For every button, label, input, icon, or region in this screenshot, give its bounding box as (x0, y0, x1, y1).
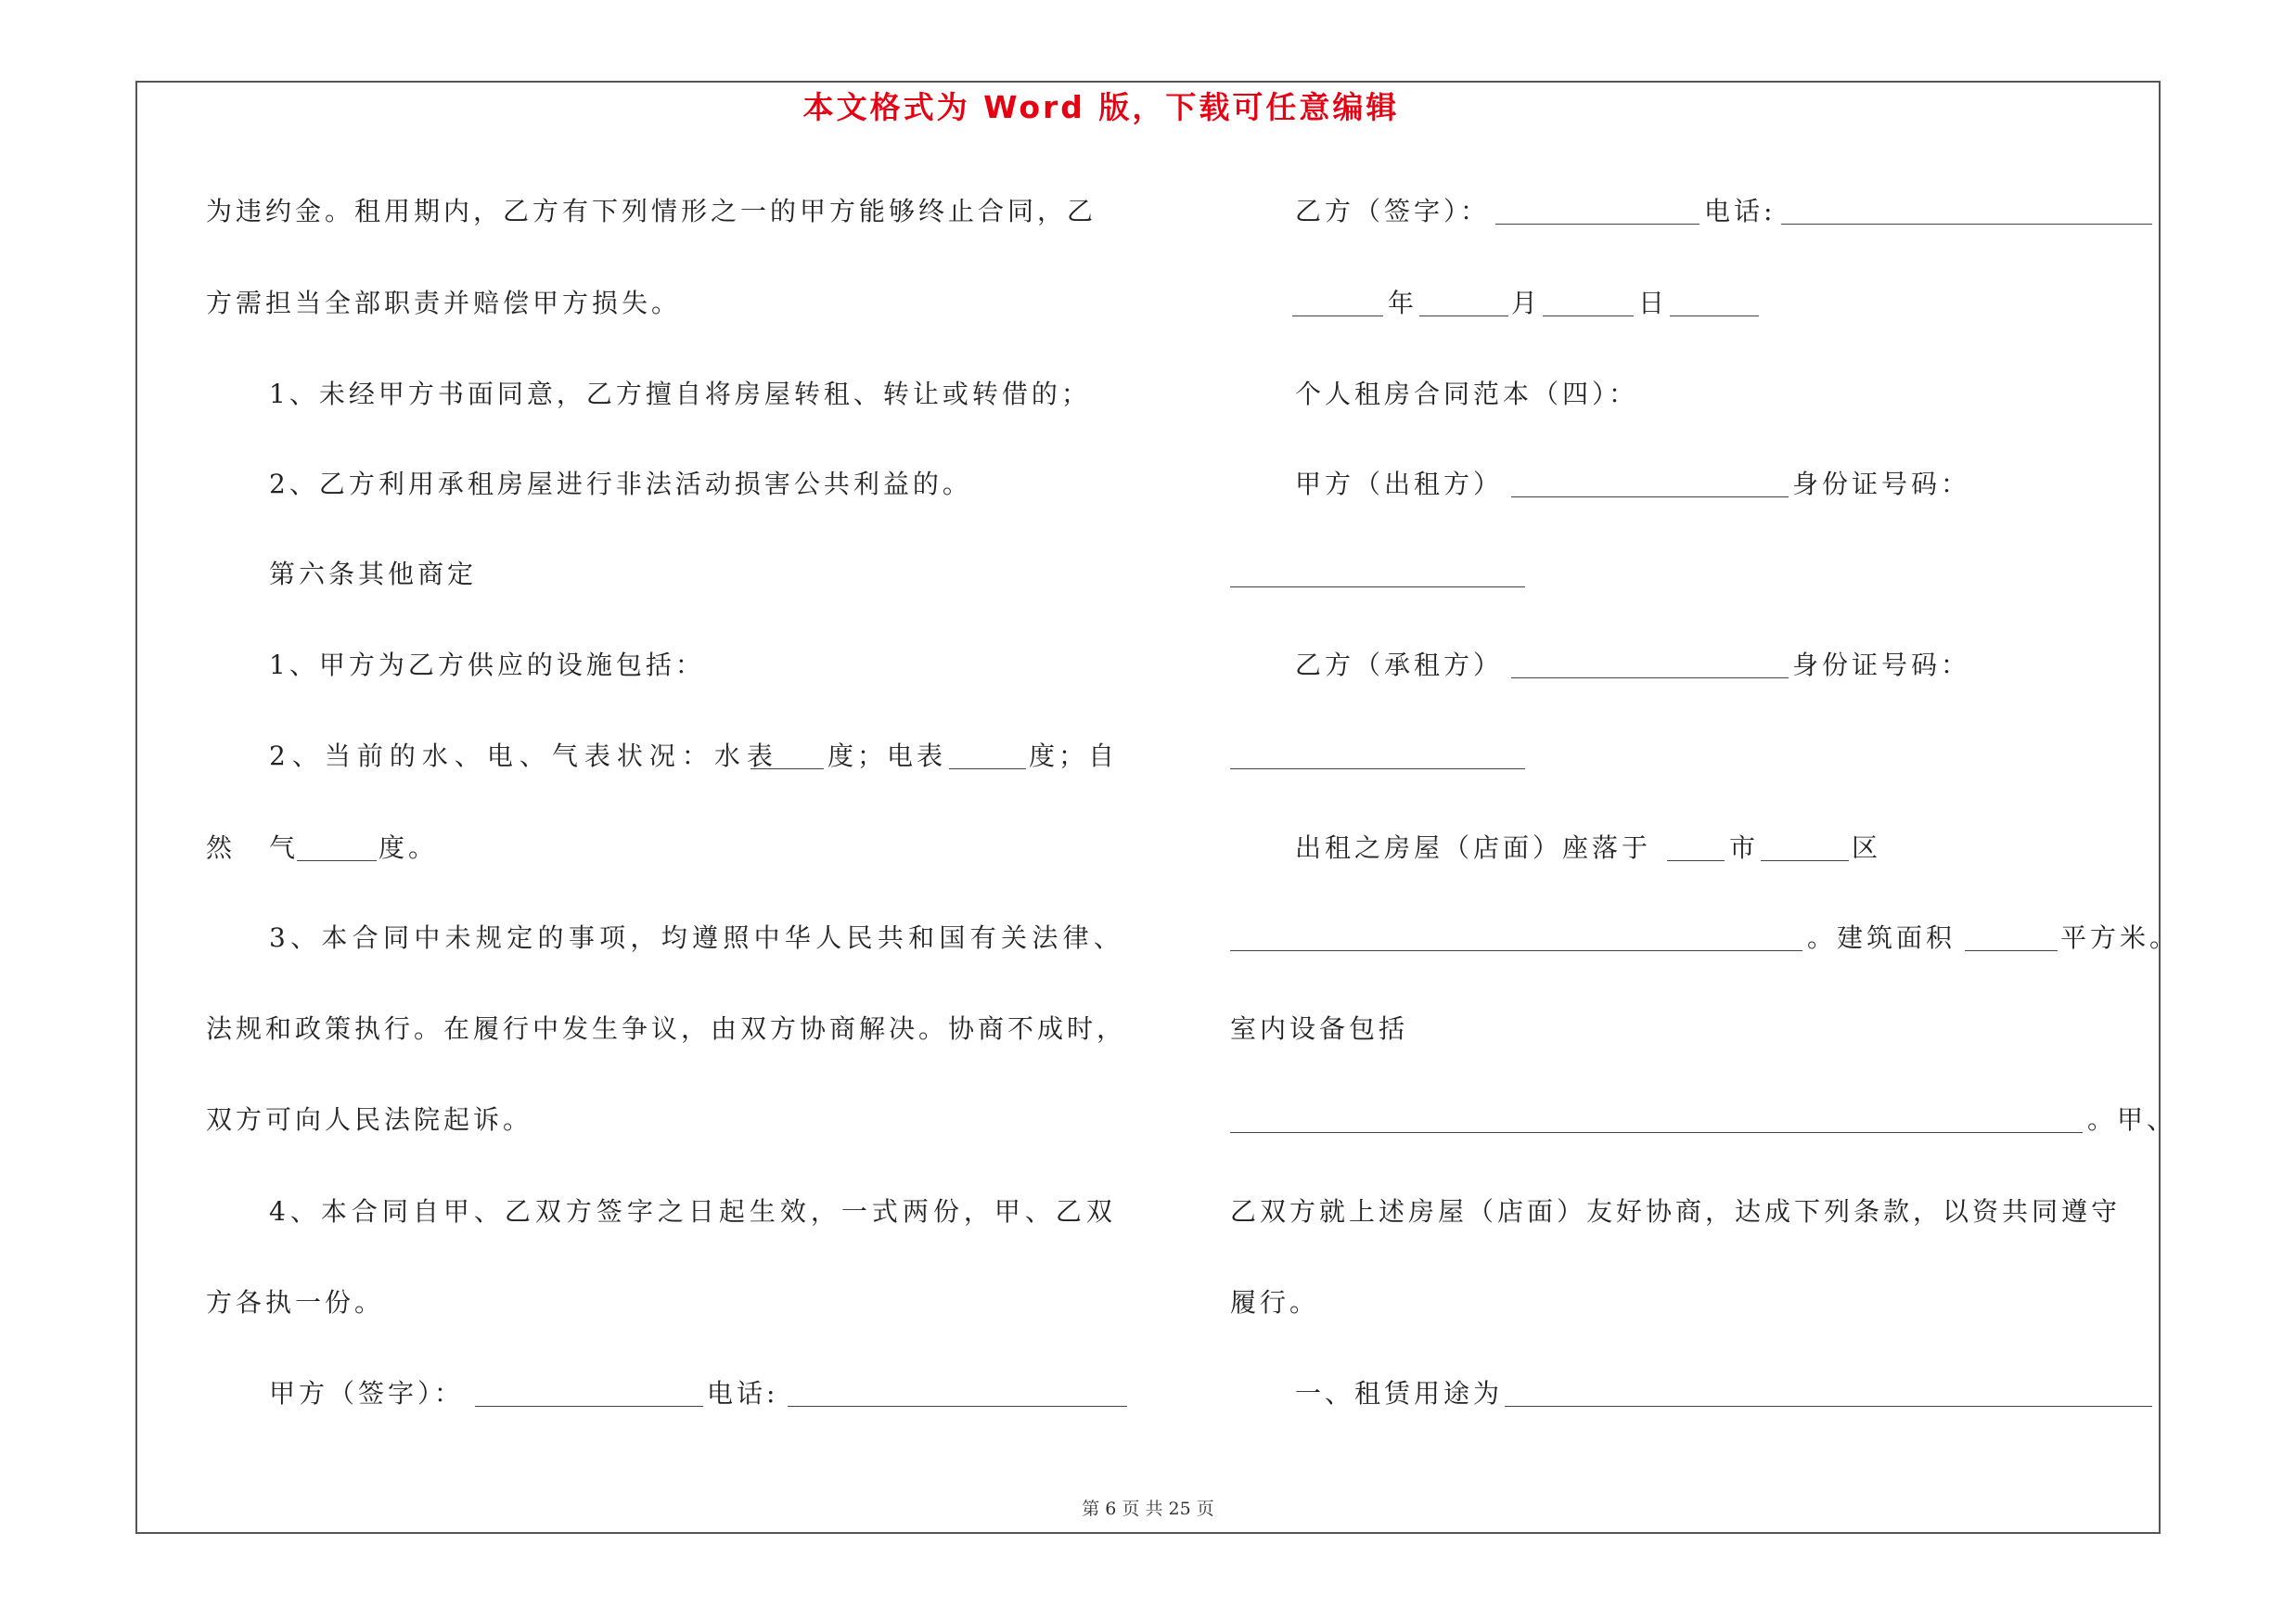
party-b-signature-blank (1495, 198, 1700, 225)
document-banner: 本文格式为 Word 版，下载可任意编辑 (802, 89, 1400, 125)
equipment-label: 室内设备包括 (1230, 1013, 1409, 1044)
party-a-signature-blank (475, 1380, 703, 1407)
lessor-id-blank (1230, 560, 1525, 587)
floor-area-blank (1965, 924, 2058, 951)
date-day-label: 日 (1638, 288, 1669, 318)
premises-city-label: 市 (1729, 832, 1760, 863)
date-day-blank (1543, 290, 1634, 316)
electric-meter-blank (949, 742, 1026, 769)
page-indicator: 第 6 页 共 25 页 (1082, 1499, 1214, 1519)
premises-district-label: 区 (1852, 832, 1882, 863)
article-6-item-3-line-2: 法规和政策执行。在履行中发生争议，由双方协商解决。协商不成时， (206, 1013, 1127, 1044)
agreement-line-1: 乙双方就上述房屋（店面）友好协商，达成下列条款，以资共同遵守 (1230, 1196, 2122, 1227)
lessee-label: 乙方（承租方） (1295, 650, 1504, 680)
lessee-id-label: 身份证号码： (1792, 650, 1971, 680)
equipment-blank (1230, 1106, 2083, 1133)
date-trailing-blank (1670, 290, 1759, 316)
penalty-line-1: 为违约金。租用期内，乙方有下列情形之一的甲方能够终止合同，乙 (206, 196, 1097, 226)
floor-area-unit: 平方米。 (2060, 922, 2180, 953)
lessor-label: 甲方（出租方） (1295, 469, 1504, 499)
article-6-item-1: 1、甲方为乙方供应的设施包括： (269, 650, 705, 680)
lessee-name-blank (1511, 651, 1789, 678)
article-6-item-3-line-1: 3、本合同中未规定的事项，均遵照中华人民共和国有关法律、 (269, 922, 1125, 953)
date-year-blank (1292, 290, 1383, 316)
floor-area-label: 。建筑面积 (1807, 922, 1956, 953)
gas-label-char-2: 气 (269, 832, 300, 863)
termination-case-2: 2、乙方利用承租房屋进行非法活动损害公共利益的。 (269, 469, 972, 499)
premises-location-intro: 出租之房屋（店面）座落于 (1295, 832, 1652, 863)
gas-label-char-1: 然 (206, 832, 237, 863)
clause-1-label: 一、租赁用途为 (1295, 1378, 1504, 1409)
date-month-label: 月 (1511, 288, 1542, 318)
party-a-phone-label: 电话: (707, 1378, 779, 1409)
premises-address-blank (1230, 924, 1802, 951)
electric-meter-unit: 度；自 (1029, 741, 1119, 771)
equipment-tail: 。甲、 (2087, 1104, 2177, 1135)
article-6-item-4-line-1: 4、本合同自甲、乙双方签字之日起生效，一式两份，甲、乙双 (269, 1196, 1117, 1227)
party-b-signature-label: 乙方（签字）： (1295, 196, 1491, 226)
article-6-item-3-line-3: 双方可向人民法院起诉。 (206, 1104, 533, 1135)
party-b-phone-label: 电话: (1704, 196, 1777, 226)
termination-case-1: 1、未经甲方书面同意，乙方擅自将房屋转租、转让或转借的； (269, 379, 1091, 409)
date-month-blank (1419, 290, 1508, 316)
premises-city-blank (1667, 834, 1725, 861)
article-6-item-4-line-2: 方各执一份。 (206, 1287, 385, 1318)
party-b-phone-blank (1781, 198, 2152, 225)
water-meter-unit: 度；电表 (827, 741, 947, 771)
water-meter-blank (750, 742, 824, 769)
lessor-name-blank (1511, 470, 1789, 497)
lessor-id-label: 身份证号码： (1792, 469, 1971, 499)
gas-meter-unit: 度。 (378, 832, 439, 863)
date-year-label: 年 (1388, 288, 1418, 318)
premises-district-blank (1761, 834, 1849, 861)
meter-readings-intro: 2、当前的水、电、气表状况：水表 (269, 741, 779, 771)
agreement-line-2: 履行。 (1230, 1287, 1320, 1318)
lease-purpose-blank (1505, 1380, 2152, 1407)
party-a-signature-label: 甲方（签字）： (269, 1378, 465, 1409)
gas-meter-blank (297, 834, 377, 861)
article-6-heading: 第六条其他商定 (269, 559, 478, 589)
lessee-id-blank (1230, 742, 1525, 769)
penalty-line-2: 方需担当全部职责并赔偿甲方损失。 (206, 288, 682, 318)
party-a-phone-blank (788, 1380, 1127, 1407)
template-heading: 个人租房合同范本（四）： (1295, 379, 1639, 409)
